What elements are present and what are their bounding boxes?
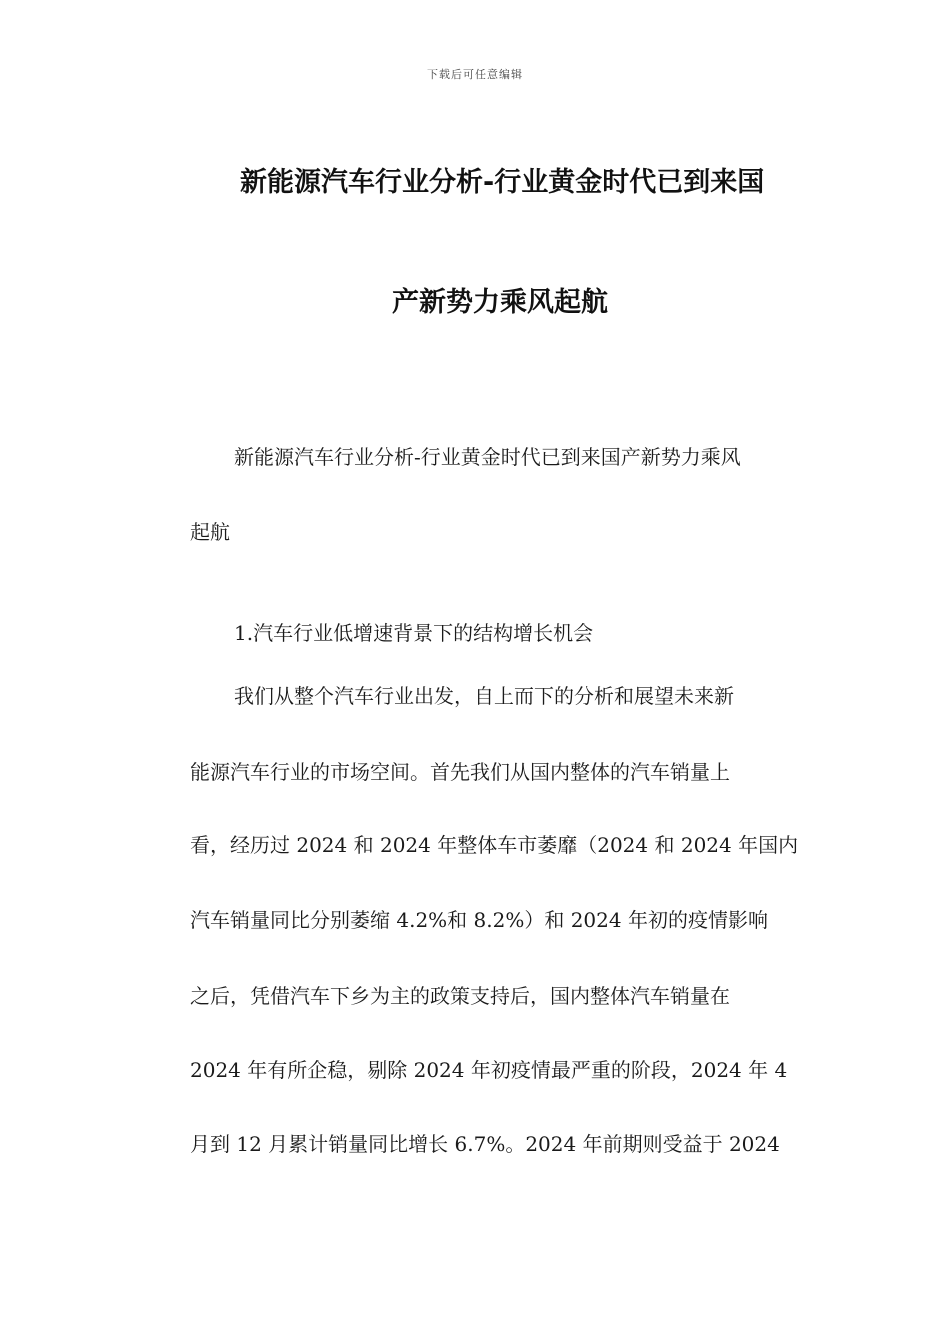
paragraph-line: 之后，凭借汽车下乡为主的政策支持后，国内整体汽车销量在 <box>190 984 730 1008</box>
intro-line-1: 新能源汽车行业分析-行业黄金时代已到来国产新势力乘风 <box>234 445 741 469</box>
document-title-line-1: 新能源汽车行业分析-行业黄金时代已到来国 <box>240 167 765 198</box>
paragraph-line: 月到 12 月累计销量同比增长 6.7%。2024 年前期则受益于 2024 <box>190 1132 780 1156</box>
section-heading: 1.汽车行业低增速背景下的结构增长机会 <box>234 621 594 645</box>
document-title-line-2: 产新势力乘风起航 <box>392 287 608 318</box>
paragraph-line: 2024 年有所企稳，剔除 2024 年初疫情最严重的阶段，2024 年 4 <box>190 1058 788 1082</box>
paragraph-line: 汽车销量同比分别萎缩 4.2%和 8.2%）和 2024 年初的疫情影响 <box>190 908 768 932</box>
paragraph-line: 看，经历过 2024 和 2024 年整体车市萎靡（2024 和 2024 年国内 <box>190 833 799 857</box>
header-note: 下载后可任意编辑 <box>427 68 523 81</box>
paragraph-line: 能源汽车行业的市场空间。首先我们从国内整体的汽车销量上 <box>190 760 730 784</box>
paragraph-line: 我们从整个汽车行业出发，自上而下的分析和展望未来新 <box>234 684 734 708</box>
intro-line-2: 起航 <box>190 520 230 544</box>
